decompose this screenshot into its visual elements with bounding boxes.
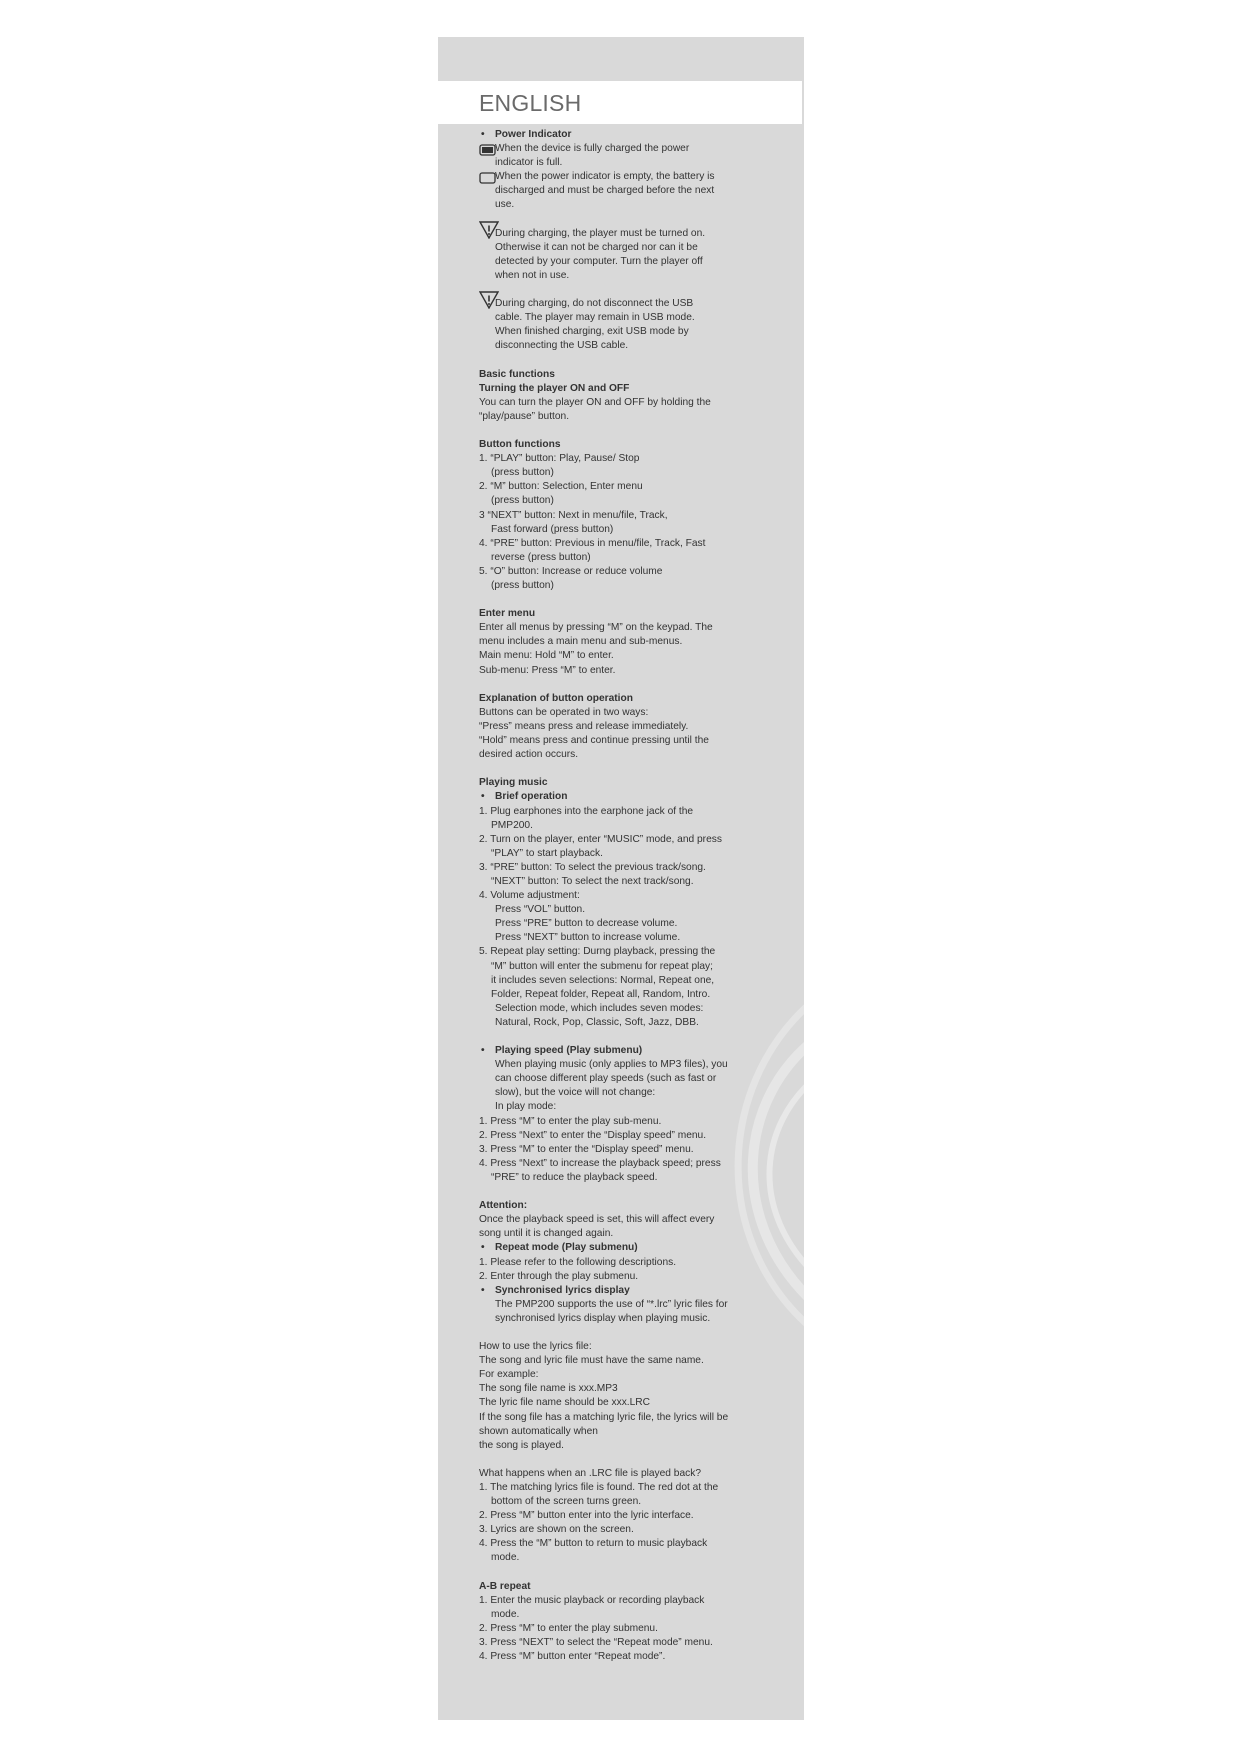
list-item: (press button): [491, 495, 554, 507]
text-line: Enter all menus by pressing “M” on the keypad. The: [479, 622, 713, 634]
text-line: When playing music (only applies to MP3 files), you: [495, 1059, 728, 1071]
list-item: 3. Press “M” to enter the “Display speed” menu.: [479, 1143, 694, 1155]
list-item: 1. Plug earphones into the earphone jack of the: [479, 805, 694, 817]
bullet-heading: • Brief operation: [481, 791, 568, 803]
section-heading: Playing music: [479, 777, 548, 789]
text-line: The song file name is xxx.MP3: [479, 1383, 618, 1395]
warning-line: When finished charging, exit USB mode by: [495, 326, 689, 338]
battery-empty-icon: [479, 171, 497, 185]
warning-line: cable. The player may remain in USB mode.: [495, 312, 695, 324]
text-line: “Hold” means press and continue pressing until the: [479, 735, 709, 747]
list-item: 1. “PLAY” button: Play, Pause/ Stop: [479, 453, 640, 465]
subsection-heading: Turning the player ON and OFF: [479, 382, 630, 394]
warning-line: detected by your computer. Turn the player off: [495, 255, 703, 267]
manual-body: [479, 128, 759, 1664]
list-item: Press “VOL” button.: [495, 904, 586, 916]
list-item: 1. Enter the music playback or recording playback: [479, 1594, 705, 1606]
list-item: 4. Press “Next” to increase the playback speed; press: [479, 1157, 721, 1169]
battery-full-icon: [479, 143, 497, 157]
text-line: shown automatically when: [479, 1425, 598, 1437]
section-heading: Basic functions: [479, 368, 555, 380]
list-item: 2. “M” button: Selection, Enter menu: [479, 481, 643, 493]
warning-line: when not in use.: [495, 269, 570, 281]
section-heading: A-B repeat: [479, 1580, 531, 1592]
bullet-heading: • Repeat mode (Play submenu): [481, 1242, 638, 1254]
list-item: 4. Volume adjustment:: [479, 890, 580, 902]
warning-icon: [479, 291, 499, 309]
section-heading: Attention:: [479, 1200, 528, 1212]
text-line: menu includes a main menu and sub-menus.: [479, 636, 683, 648]
list-item: 1. Please refer to the following descriptions.: [479, 1256, 677, 1268]
list-item: PMP200.: [491, 819, 533, 831]
text-line: The song and lyric file must have the same name.: [479, 1355, 704, 1367]
list-item: 4. “PRE” button: Previous in menu/file, Track, Fast: [479, 537, 706, 549]
list-item: bottom of the screen turns green.: [491, 1496, 642, 1508]
list-item: mode.: [491, 1608, 520, 1620]
list-item: “NEXT” button: To select the next track/song.: [491, 875, 694, 887]
warning-line: Otherwise it can not be charged nor can it be: [495, 241, 698, 253]
list-item: 2. Press “Next” to enter the “Display speed” menu.: [479, 1129, 707, 1141]
text-line: Buttons can be operated in two ways:: [479, 706, 649, 718]
list-item: 2. Press “M” to enter the play submenu.: [479, 1622, 658, 1634]
bullet-heading: • Synchronised lyrics display: [481, 1284, 630, 1296]
list-item: 5. Repeat play setting: Durng playback, pressing the: [479, 946, 716, 958]
text-line: In play mode:: [495, 1101, 557, 1113]
list-item: 3. Press “NEXT” to select the “Repeat mode” menu.: [479, 1637, 713, 1649]
text-line: slow), but the voice will not change:: [495, 1087, 656, 1099]
list-item: 4. Press “M” button enter “Repeat mode”.: [479, 1651, 666, 1663]
list-item: reverse (press button): [491, 551, 591, 563]
section-heading: Explanation of button operation: [479, 692, 633, 704]
text-line: can choose different play speeds (such as fast or: [495, 1073, 717, 1085]
warning-icon: [479, 221, 499, 239]
list-item: (press button): [491, 467, 554, 479]
section-heading: Button functions: [479, 439, 561, 451]
text-line: What happens when an .LRC file is played back?: [479, 1467, 701, 1479]
text-line: The PMP200 supports the use of “*.lrc” lyric files for: [495, 1298, 728, 1310]
text-line: the song is played.: [479, 1439, 564, 1451]
list-item: “PLAY” to start playback.: [491, 847, 603, 859]
list-item: 5. “O” button: Increase or reduce volume: [479, 565, 663, 577]
section-heading: Enter menu: [479, 608, 536, 620]
list-item: 4. Press the “M” button to return to music playback: [479, 1538, 708, 1550]
warning-usb-disconnect: [479, 297, 759, 353]
text-line: Main menu: Hold “M” to enter.: [479, 650, 614, 662]
power-empty-line: When the power indicator is empty, the battery is: [495, 171, 715, 183]
list-item: 3. “PRE” button: To select the previous track/song.: [479, 861, 706, 873]
list-item: Natural, Rock, Pop, Classic, Soft, Jazz, DBB.: [495, 1016, 699, 1028]
warning-line: disconnecting the USB cable.: [495, 340, 629, 352]
power-indicator-heading: • Power Indicator: [479, 128, 759, 142]
list-item: 1. The matching lyrics file is found. The red dot at the: [479, 1482, 719, 1493]
list-item: 2. Press “M” button enter into the lyric interface.: [479, 1510, 694, 1522]
text-line: You can turn the player ON and OFF by holding the: [479, 396, 711, 408]
text-line: “Press” means press and release immediately.: [479, 720, 689, 732]
list-item: 3 “NEXT” button: Next in menu/file, Track,: [479, 509, 668, 521]
text-line: Once the playback speed is set, this will affect every: [479, 1214, 715, 1226]
text-line: If the song file has a matching lyric file, the lyrics will be: [479, 1411, 729, 1423]
text-line: song until it is changed again.: [479, 1228, 614, 1240]
text-line: The lyric file name should be xxx.LRC: [479, 1397, 650, 1409]
power-full-line: indicator is full.: [495, 157, 563, 169]
language-header: [438, 81, 802, 124]
list-item: Press “PRE” button to decrease volume.: [495, 918, 678, 930]
power-full-row: [479, 142, 759, 170]
list-item: 2. Turn on the player, enter “MUSIC” mode, and press: [479, 833, 722, 845]
warning-line: During charging, do not disconnect the USB: [495, 298, 694, 310]
text-line: For example:: [479, 1369, 539, 1381]
list-item: “M” button will enter the submenu for repeat play;: [491, 960, 713, 972]
list-item: 3. Lyrics are shown on the screen.: [479, 1524, 634, 1536]
list-item: (press button): [491, 580, 554, 591]
text-line: synchronised lyrics display when playing music.: [495, 1312, 711, 1324]
bullet-heading: • Playing speed (Play submenu): [481, 1045, 643, 1057]
list-item: Selection mode, which includes seven modes:: [495, 1002, 704, 1014]
list-item: 1. Press “M” to enter the play sub-menu.: [479, 1115, 662, 1127]
leaflet-page: [438, 37, 804, 1720]
list-item: it includes seven selections: Normal, Repeat one,: [491, 974, 715, 986]
power-empty-line: discharged and must be charged before the next: [495, 185, 715, 197]
list-item: mode.: [491, 1552, 520, 1564]
power-empty-row: [479, 170, 759, 212]
power-full-line: When the device is fully charged the power: [495, 143, 690, 155]
power-empty-line: use.: [495, 199, 515, 211]
list-item: Fast forward (press button): [491, 523, 614, 535]
warning-line: During charging, the player must be turned on.: [495, 227, 706, 239]
list-item: 2. Enter through the play submenu.: [479, 1270, 639, 1282]
list-item: Folder, Repeat folder, Repeat all, Random, Intro.: [491, 988, 711, 1000]
bullet: •: [481, 129, 485, 140]
text-line: “play/pause” button.: [479, 410, 570, 422]
language-title: ENGLISH: [479, 90, 582, 116]
warning-charging-on: [479, 227, 759, 283]
text-line: Sub-menu: Press “M” to enter.: [479, 664, 616, 676]
text-line: desired action occurs.: [479, 749, 579, 761]
list-item: “PRE” to reduce the playback speed.: [491, 1171, 658, 1183]
list-item: Press “NEXT” button to increase volume.: [495, 932, 681, 944]
text-line: How to use the lyrics file:: [479, 1341, 592, 1353]
